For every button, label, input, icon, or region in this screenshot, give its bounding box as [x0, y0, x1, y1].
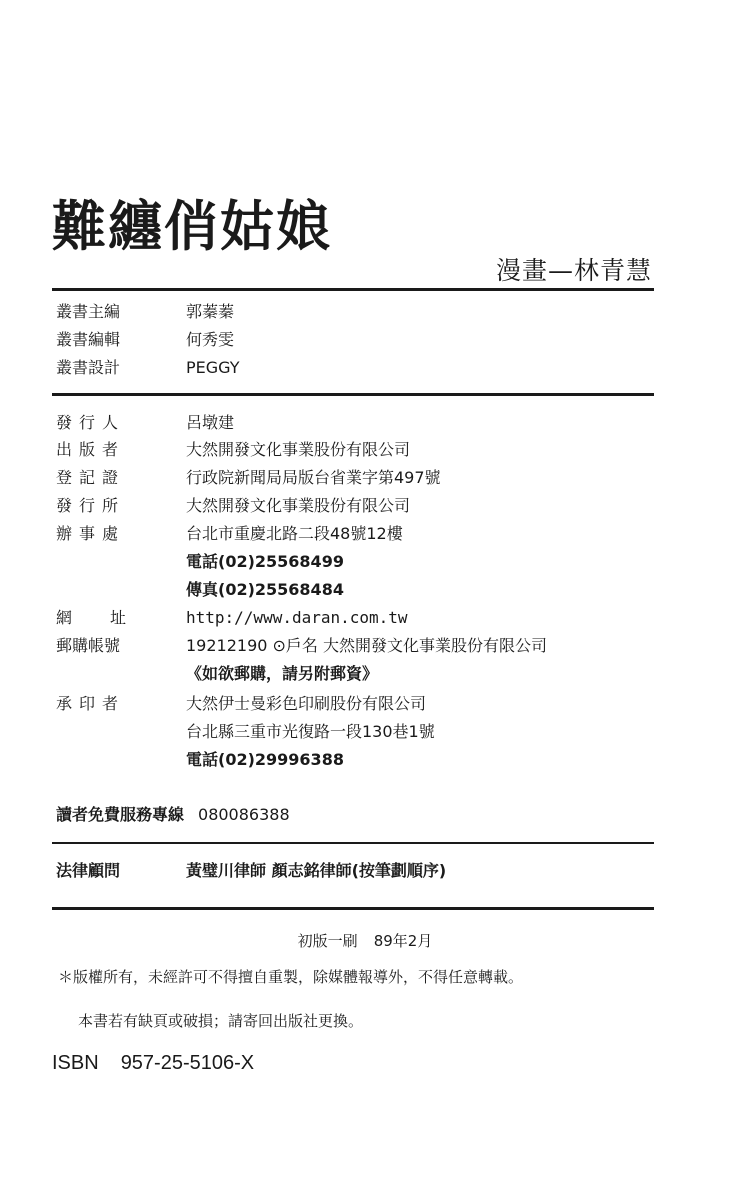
isbn-number: 957-25-5106-X: [120, 1052, 255, 1074]
isbn-label: ISBN: [52, 1052, 99, 1074]
book-title: 難纏俏姑娘: [52, 195, 332, 258]
printer-label: 承印者: [56, 694, 126, 713]
series-design-value: PEGGY: [186, 358, 240, 377]
distributor-value: 大然開發文化事業股份有限公司: [186, 496, 411, 515]
publisher-company-label: 出版者: [56, 440, 126, 459]
mail-order-row: [56, 633, 547, 659]
hotline-rule: [52, 842, 654, 844]
mail-order-label: 郵購帳號: [56, 636, 121, 655]
distributor-label: 發行所: [56, 496, 126, 515]
series-design-row: [56, 355, 240, 381]
hotline-number: 080086388: [198, 805, 290, 824]
printer-address-row: [56, 719, 435, 745]
printer-phone: 電話(02)29996388: [186, 750, 344, 769]
printer-row: [56, 691, 426, 717]
publisher-person-label: 發行人: [56, 413, 126, 432]
website-url[interactable]: http://www.daran.com.tw: [186, 608, 408, 627]
edition-label: 初版一刷: [297, 932, 358, 950]
office-fax: 傳真(02)25568484: [186, 580, 344, 599]
office-fax-row: [56, 577, 344, 603]
office-phone: 電話(02)25568499: [186, 552, 344, 571]
copyright-notice: ＊版權所有，未經許可不得擅自重製，除媒體報導外，不得任意轉載。: [58, 968, 524, 986]
isbn-line: [52, 1050, 254, 1076]
publisher-person-row: [56, 410, 234, 436]
website-label: 網址: [56, 608, 165, 627]
office-phone-row: [56, 549, 344, 575]
office-label: 辦事處: [56, 524, 126, 543]
publisher-person-value: 呂墩建: [186, 413, 235, 432]
series-editor-value: 郭蓁蓁: [186, 302, 235, 321]
registration-value: 行政院新聞局局版台省業字第497號: [186, 468, 441, 487]
printer-address: 台北縣三重市光復路一段130巷1號: [186, 722, 435, 741]
legal-label: 法律顧問: [56, 861, 121, 880]
publisher-company-row: [56, 437, 410, 463]
series-assistant-editor-value: 何秀雯: [186, 330, 235, 349]
staff-rule: [52, 393, 654, 396]
title-rule: [52, 288, 654, 291]
mail-order-account: 19212190 ⊙戶名 大然開發文化事業股份有限公司: [186, 636, 548, 655]
office-address: 台北市重慶北路二段48號12樓: [186, 524, 403, 543]
distributor-row: [56, 493, 410, 519]
registration-row: [56, 465, 441, 491]
mail-order-note: 《如欲郵購，請另附郵資》: [186, 664, 379, 683]
publisher-company-value: 大然開發文化事業股份有限公司: [186, 440, 411, 459]
reader-hotline: [56, 802, 290, 828]
printer-name: 大然伊士曼彩色印刷股份有限公司: [186, 694, 427, 713]
mail-order-note-row: [56, 661, 378, 687]
edition-line: [0, 930, 730, 952]
registration-label: 登記證: [56, 468, 126, 487]
edition-date: 89年2月: [373, 932, 433, 950]
series-editor-row: [56, 299, 234, 325]
legal-value: 黃璧川律師 顏志銘律師(按筆劃順序): [186, 861, 447, 880]
series-editor-label: 叢書主編: [56, 302, 121, 321]
replacement-notice: 本書若有缺頁或破損；請寄回出版社更換。: [78, 1012, 364, 1030]
legal-row: [56, 858, 446, 884]
series-assistant-editor-row: [56, 327, 234, 353]
author-line: 漫畫—林青慧: [495, 256, 652, 285]
hotline-label: 讀者免費服務專線: [56, 805, 185, 824]
office-row: [56, 521, 403, 547]
series-design-label: 叢書設計: [56, 358, 121, 377]
website-row: [56, 605, 408, 631]
series-assistant-editor-label: 叢書編輯: [56, 330, 121, 349]
legal-rule: [52, 907, 654, 910]
printer-phone-row: [56, 747, 344, 773]
